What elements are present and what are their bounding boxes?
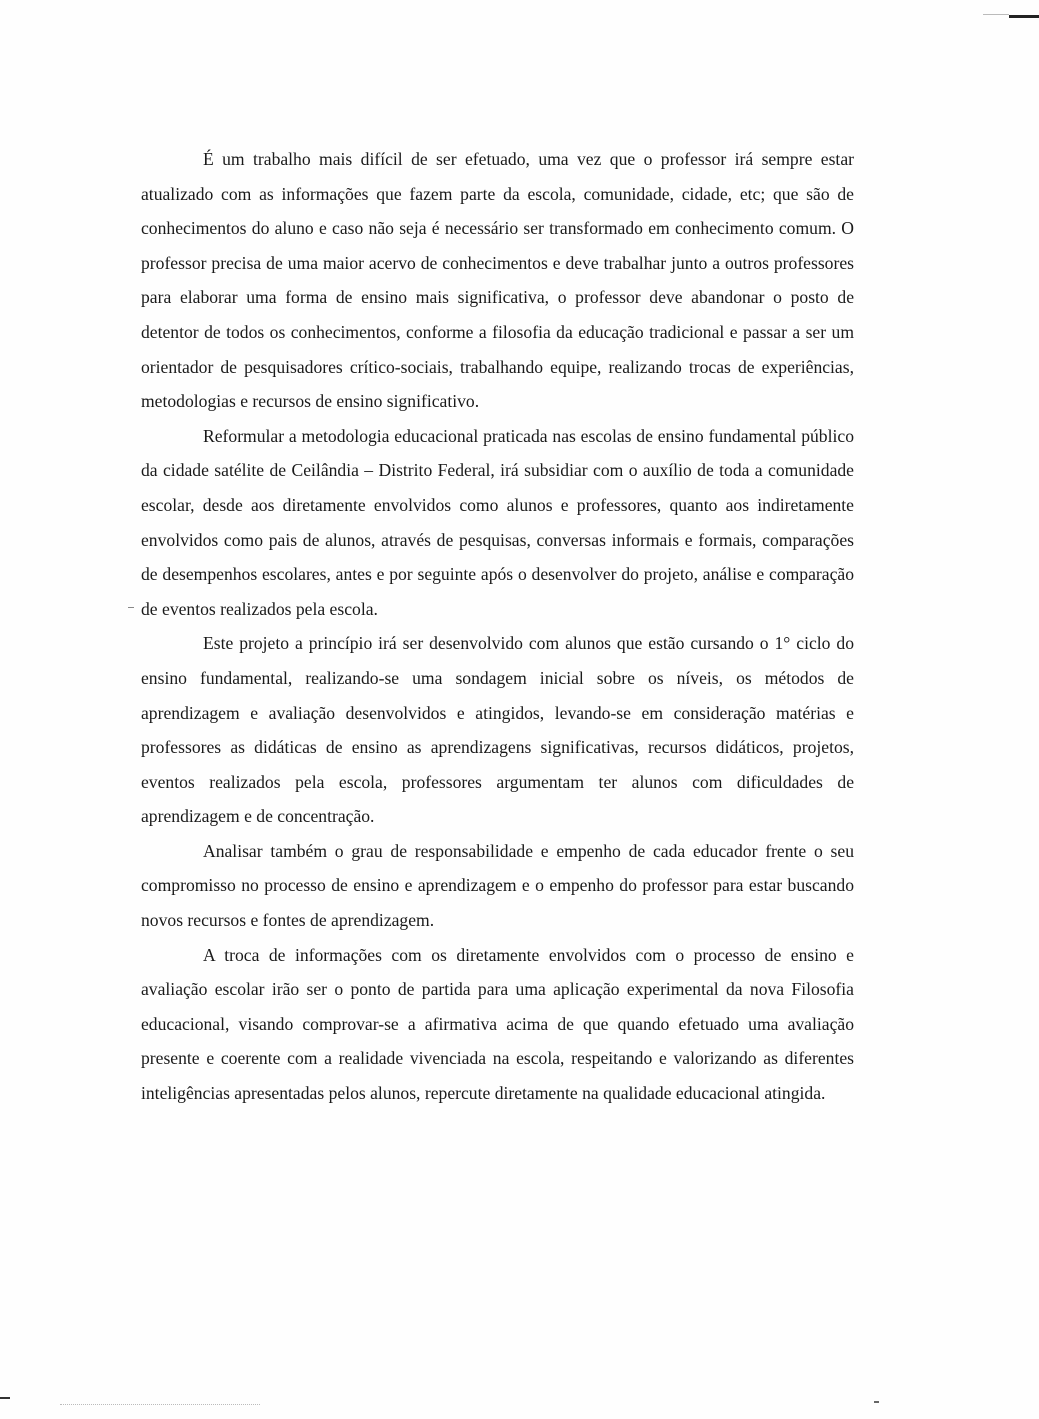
scan-artifact-mark-bottom [0, 1397, 10, 1399]
paragraph-1: É um trabalho mais difícil de ser efetuado, uma vez que o professor irá sempre estar atualizado com as informações que fazem parte da escola, comunidade, cidade, etc; que são de conhecimentos do aluno e caso não seja é necessário ser transformado em conhecimento comum. O professor precisa de uma maior acervo de conhecimentos e deve trabalhar junto a outros professores para elaborar uma forma de ensino mais significativa, o professor deve abandonar o posto de detentor de todos os conhecimentos, conforme a filosofia da educação tradicional e passar a ser um orientador de pesquisadores crítico-sociais, trabalhando equipe, realizando trocas de experiências, metodologias e recursos de ensino significativo. [141, 149, 854, 412]
scan-artifact-dots [60, 1404, 260, 1406]
paragraph-3: Este projeto a princípio irá ser desenvolvido com alunos que estão cursando o 1° ciclo do ensino fundamental, realizando-se uma sondagem inicial sobre os níveis, os métodos de aprendizagem e avaliação desenvolvidos e atingidos, levando-se em consideração matérias e professores as didáticas de ensino as aprendizagens significativas, recursos didáticos, projetos, eventos realizados pela escola, professores argumentam ter alunos com dificuldades de aprendizagem e de concentração. [141, 633, 854, 827]
scan-artifact-mark [1009, 15, 1039, 18]
paragraph-5: A troca de informações com os diretamente envolvidos com o processo de ensino e avaliação escolar irão ser o ponto de partida para uma aplicação experimental da nova Filosofia educacional, visando comprovar-se a afirmativa acima de que quando efetuado uma avaliação presente e coerente com a realidade vivenciada na escola, respeitando e valorizando as diferentes inteligências apresentadas pelos alunos, repercute diretamente na qualidade educacional atingida. [141, 944, 854, 1104]
paragraph-2: Reformular a metodologia educacional praticada nas escolas de ensino fundamental público da cidade satélite de Ceilândia – Distrito Federal, irá subsidiar com o auxílio de toda a comunidade escolar, desde aos diretamente envolvidos como alunos e professores, quanto aos indiretamente envolvidos como pais de alunos, através de pesquisas, conversas informais e formais, comparações de desempenhos escolares, antes e por seguinte após o desenvolver do projeto, análise e comparação de eventos realizados pela escola. [141, 425, 854, 619]
paragraph-4: Analisar também o grau de responsabilidade e empenho de cada educador frente o seu compromisso no processo de ensino e aprendizagem e o empenho do professor para estar buscando novos recursos e fontes de aprendizagem. [141, 840, 854, 931]
scan-artifact-tick-bottom [874, 1401, 879, 1403]
scan-artifact-tick [128, 607, 134, 608]
scan-artifact-line [983, 14, 1009, 15]
document-body [141, 142, 854, 1111]
